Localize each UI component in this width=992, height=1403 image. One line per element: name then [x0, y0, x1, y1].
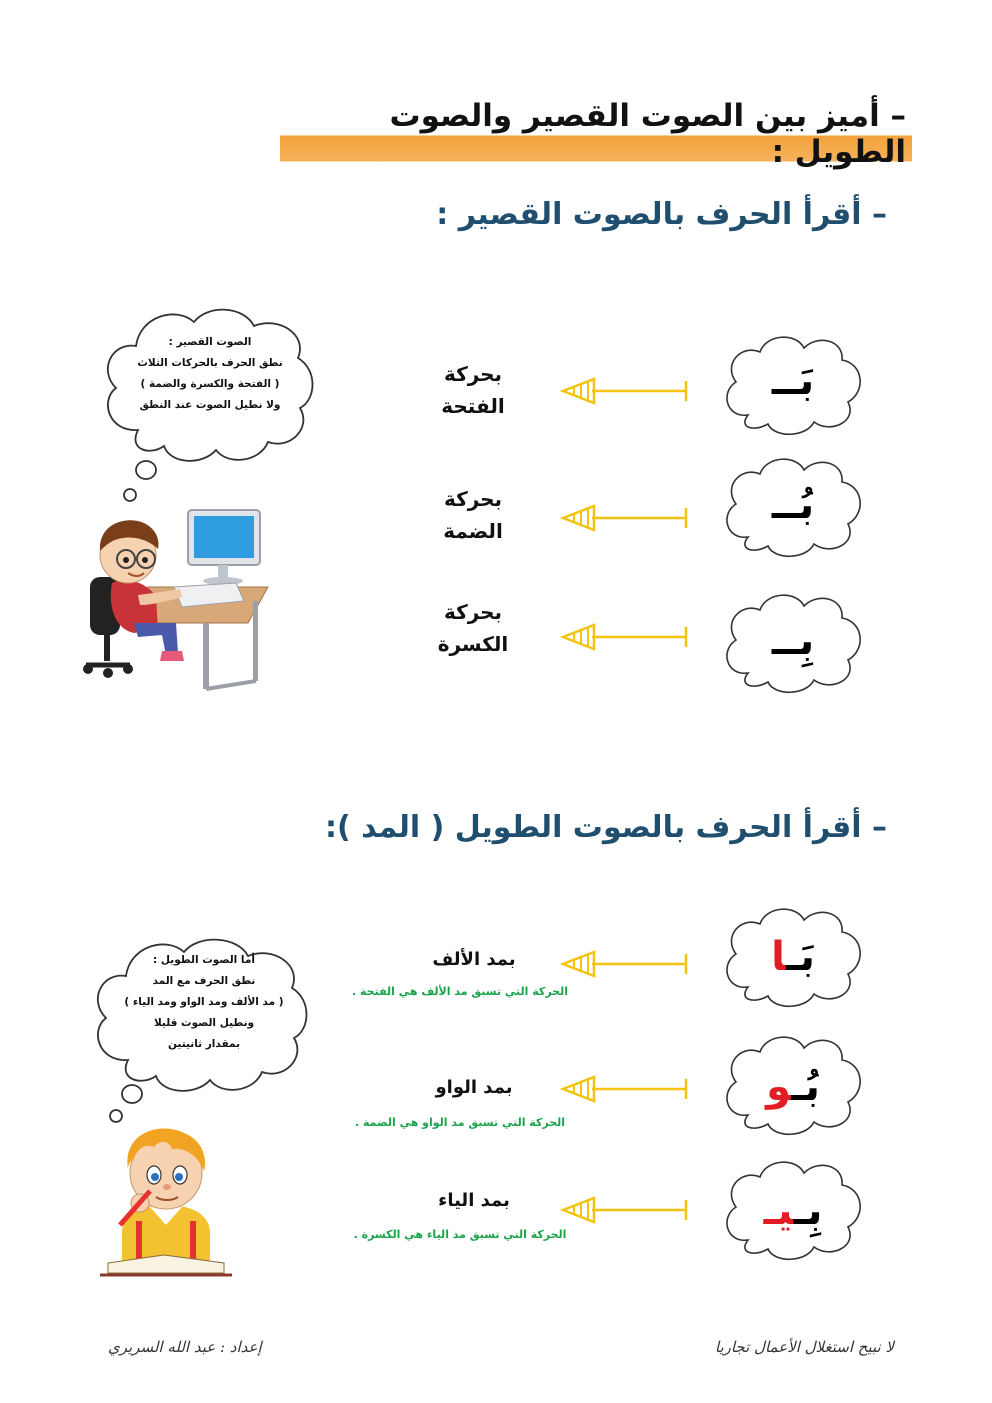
arrow-left-icon — [560, 376, 692, 406]
label-waw: بمد الواو — [435, 1077, 513, 1098]
label-ya: بمد الياء — [438, 1190, 510, 1211]
thought-line: ولا نطيل الصوت عند النطق — [139, 399, 281, 411]
label-line: الفتحة — [441, 394, 505, 418]
footer-rights: لا نبيح استغلال الأعمال تجاريا — [714, 1338, 894, 1356]
label-damma — [398, 483, 548, 547]
label-line: بحركة — [443, 362, 503, 386]
label-line: الضمة — [443, 519, 503, 543]
note-waw: الحركة التي تسبق مد الواو هي الضمة . — [354, 1116, 566, 1129]
letter-base: بِـ — [793, 1188, 823, 1234]
thought-line: أما الصوت الطويل : — [153, 954, 255, 966]
thought-line: نطق الحرف بالحركات الثلاث — [137, 357, 283, 369]
letter-base: بَـ — [786, 934, 815, 980]
thought-line: ( الفتحة والكسرة والضمة ) — [140, 378, 280, 390]
letter-fatha: بَــ — [771, 358, 815, 404]
letter-base: بُـ — [791, 1064, 820, 1110]
thought-line: ونطيل الصوت قليلا — [153, 1017, 255, 1029]
letter-mad: و — [766, 1064, 792, 1110]
letter-ya-mad — [718, 1188, 868, 1234]
thought-line: نطق الحرف مع المد — [152, 975, 256, 987]
footer-author: إعداد : عبد الله السريري — [108, 1338, 262, 1356]
note-alif: الحركة التي تسبق مد الألف هي الفتحة . — [352, 985, 568, 998]
note-ya: الحركة التي تسبق مد الياء هي الكسرة . — [353, 1228, 567, 1241]
thought-line: بمقدار ثانيتين — [167, 1038, 241, 1050]
letter-kasra: بِــ — [771, 618, 815, 664]
arrow-left-icon — [560, 503, 692, 533]
letter-damma: بُــ — [771, 482, 815, 528]
letter-mad: ا — [771, 934, 787, 980]
thought-text-short — [115, 332, 305, 416]
long-sound-heading: – أقرأ الحرف بالصوت الطويل ( المد ): — [324, 810, 887, 845]
page-title: – أميز بين الصوت القصير والصوت الطويل : — [280, 98, 912, 170]
label-line: الكسرة — [437, 632, 509, 656]
label-kasra — [398, 596, 548, 660]
label-line: بحركة — [443, 487, 503, 511]
arrow-left-icon — [560, 949, 692, 979]
label-alif: بمد الألف — [432, 949, 516, 970]
label-fatha — [398, 358, 548, 422]
short-sound-heading: – أقرأ الحرف بالصوت القصير : — [436, 197, 887, 232]
label-line: بحركة — [443, 600, 503, 624]
letter-mad: يـ — [763, 1188, 794, 1234]
arrow-left-icon — [560, 1074, 692, 1104]
thought-line: ( مد الألف ومد الواو ومد الياء ) — [124, 996, 284, 1008]
letter-alif-mad — [718, 934, 868, 980]
thought-line: الصوت القصير : — [168, 336, 252, 348]
thought-text-long — [106, 950, 302, 1055]
arrow-left-icon — [560, 1195, 692, 1225]
letter-waw-mad — [718, 1064, 868, 1110]
boy-writing-illustration — [100, 1125, 235, 1280]
boy-at-computer-illustration — [78, 505, 278, 695]
arrow-left-icon — [560, 622, 692, 652]
